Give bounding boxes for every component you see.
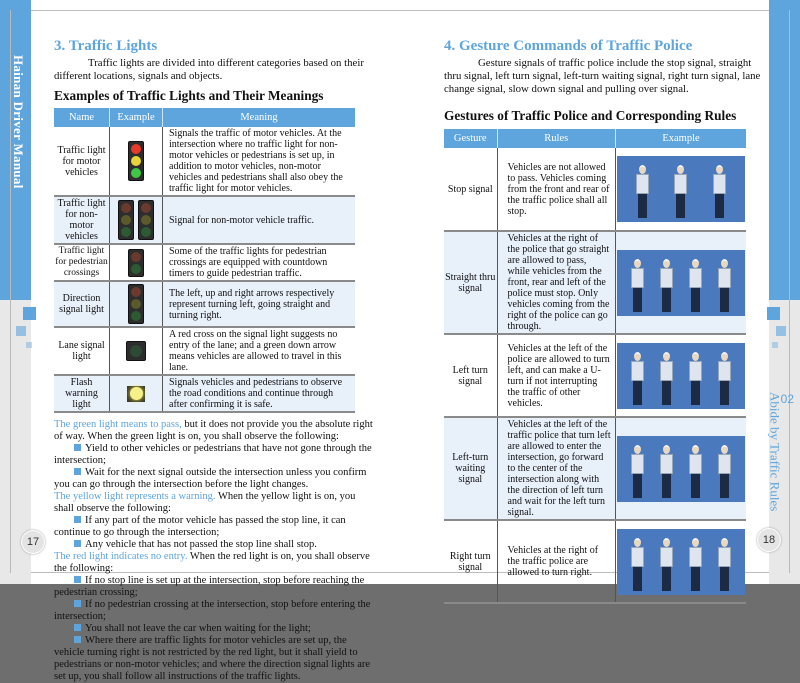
section-title: 4. Gesture Commands of Traffic Police xyxy=(444,38,693,54)
bullet-text: Wait for the next signal outside the intersection unless you confirm you can go through the intersection before the light changes. xyxy=(54,467,367,490)
bicycle-traffic-lights-icon xyxy=(111,200,161,240)
light-name: Traffic light for pedestrian crossings xyxy=(54,244,110,281)
bullet-item xyxy=(54,467,374,491)
light-meaning: Signals vehicles and pedestrians to observe the road conditions and continue through after confirming it is safe. xyxy=(163,375,356,412)
police-right-turn-gesture-illustration xyxy=(617,529,745,595)
column-header: Rules xyxy=(497,129,615,148)
three-lamp-traffic-light-icon xyxy=(128,141,144,181)
yellow-light-text: When the yellow light is on, you shall observe the following: xyxy=(54,491,356,514)
police-stop-gesture-illustration xyxy=(617,156,745,222)
chapter-number: 02 xyxy=(780,392,794,406)
light-name: Direction signal light xyxy=(54,281,110,327)
gesture-example xyxy=(616,417,747,520)
bullet-square-icon xyxy=(74,540,81,547)
table-row xyxy=(54,244,355,281)
police-left-turn-waiting-gesture-illustration xyxy=(617,436,745,502)
bullet-square-icon xyxy=(74,444,81,451)
gesture-rule: Vehicles at the right of the police that go straight are allowed to pass, while vehicles from the front, rear and left of the police must stop. Only vehicles coming from the right of the police can go through. xyxy=(497,231,615,334)
gesture-name: Stop signal xyxy=(444,148,497,231)
light-example xyxy=(110,196,163,244)
bullet-text: If no stop line is set up at the intersection, stop before reaching the pedestrian crossing; xyxy=(54,575,365,598)
gesture-example xyxy=(616,334,747,417)
green-light-text: but it does not provide you the absolute right of way. When the green light is on, you shall observe the following: xyxy=(54,419,373,442)
table-row xyxy=(444,231,746,334)
light-meaning: Some of the traffic lights for pedestrian crossings are equipped with countdown timers to guide pedestrian traffic. xyxy=(163,244,356,281)
gesture-name: Right turn signal xyxy=(444,520,497,603)
column-header: Example xyxy=(110,108,163,127)
light-name: Traffic light for motor vehicles xyxy=(54,127,110,196)
red-light-highlight: The red light indicates no entry. xyxy=(54,551,188,562)
police-gestures-table xyxy=(444,129,746,604)
table-row xyxy=(444,334,746,417)
bullet-item xyxy=(54,635,374,683)
light-name: Flash warning light xyxy=(54,375,110,412)
light-meaning: Signal for non-motor vehicle traffic. xyxy=(163,196,356,244)
bullet-square-icon xyxy=(74,468,81,475)
chapter-title: Abide by Traffic Rules xyxy=(767,392,783,512)
bullet-item xyxy=(54,539,374,551)
bullet-text: If no pedestrian crossing at the intersection, stop before entering the intersection; xyxy=(54,599,371,622)
yellow-light-paragraph xyxy=(54,491,374,515)
yellow-light-highlight: The yellow light represents a warning. xyxy=(54,491,216,502)
gesture-example xyxy=(616,231,747,334)
gesture-rule: Vehicles are not allowed to pass. Vehicles coming from the front and rear of the traffic police shall all stop. xyxy=(497,148,615,231)
page-number: 17 xyxy=(21,530,45,554)
light-example xyxy=(110,244,163,281)
decorative-square xyxy=(767,307,780,320)
lane-signal-light-icon xyxy=(126,341,146,361)
police-straight-gesture-illustration xyxy=(617,250,745,316)
table-row xyxy=(54,127,355,196)
decorative-square xyxy=(23,307,36,320)
gesture-rule: Vehicles at the right of the traffic police are allowed to turn right. xyxy=(497,520,615,603)
column-header: Name xyxy=(54,108,110,127)
column-header: Example xyxy=(616,129,747,148)
bullet-item xyxy=(54,443,374,467)
light-example xyxy=(110,327,163,375)
gesture-example xyxy=(616,148,747,231)
light-name: Lane signal light xyxy=(54,327,110,375)
light-meaning: A red cross on the signal light suggests no entry of the lane; and a green down arrow means vehicles are allowed to travel in this lane. xyxy=(163,327,356,375)
table-row xyxy=(54,196,355,244)
gesture-name: Left turn signal xyxy=(444,334,497,417)
decorative-square xyxy=(772,342,778,348)
gesture-example xyxy=(616,520,747,603)
bullet-item xyxy=(54,575,374,599)
gesture-name: Left-turn waiting signal xyxy=(444,417,497,520)
table-row xyxy=(444,520,746,603)
red-light-paragraph xyxy=(54,551,374,575)
chapter-label xyxy=(767,392,794,512)
bullet-square-icon xyxy=(74,576,81,583)
bullet-square-icon xyxy=(74,516,81,523)
gesture-rule: Vehicles at the left of the police are allowed to turn left, and can make a U-turn if not interrupting the traffic of other vehicles. xyxy=(497,334,615,417)
page-left xyxy=(0,0,400,682)
decorative-square xyxy=(776,326,786,336)
bullet-text: You shall not leave the car when waiting for the light; xyxy=(85,623,311,634)
decorative-square xyxy=(26,342,32,348)
green-light-highlight: The green light means to pass, xyxy=(54,419,182,430)
flash-warning-light-icon xyxy=(127,386,145,402)
section-intro: Gesture signals of traffic police include the stop signal, straight thru signal, left turn signal, left-turn waiting signal, right turn signal, lane change signal, slow down signal and pulling over signal. xyxy=(444,57,761,95)
red-light-text: When the red light is on, you shall observe the following: xyxy=(54,551,370,574)
light-meaning: Signals the traffic of motor vehicles. At the intersection where no traffic light for non-motor vehicles or pedestrians is set up, in addition to motor vehicles, non-motor vehicles and pedestrians shall also obey the traffic light for motor vehicles. xyxy=(163,127,356,196)
page-right xyxy=(400,0,800,584)
bullet-square-icon xyxy=(74,600,81,607)
green-light-paragraph xyxy=(54,419,374,443)
column-header: Meaning xyxy=(163,108,356,127)
traffic-lights-table xyxy=(54,108,355,413)
bullet-text: If any part of the motor vehicle has passed the stop line, it can continue to go through the intersection; xyxy=(54,515,346,538)
table-title: Examples of Traffic Lights and Their Meanings xyxy=(54,88,324,103)
bullet-text: Yield to other vehicles or pedestrians that have not gone through the intersection; xyxy=(54,443,372,466)
section-intro: Traffic lights are divided into different categories based on their different locations, signals and objects. xyxy=(54,57,364,82)
police-left-turn-gesture-illustration xyxy=(617,343,745,409)
side-band-accent xyxy=(769,0,800,300)
table-row xyxy=(444,417,746,520)
bullet-text: Any vehicle that has not passed the stop line shall stop. xyxy=(85,539,317,550)
table-row xyxy=(54,281,355,327)
bullet-item xyxy=(54,623,374,635)
light-example xyxy=(110,127,163,196)
column-header: Gesture xyxy=(444,129,497,148)
light-rules xyxy=(54,419,374,683)
pedestrian-traffic-light-icon xyxy=(128,249,144,277)
page-number: 18 xyxy=(757,528,781,552)
gesture-rule: Vehicles at the left of the traffic police that turn left are allowed to enter the intersection, go forward to the center of the intersection along with the direction of left turn and wait for the left turn signal. xyxy=(497,417,615,520)
bullet-item xyxy=(54,599,374,623)
decorative-square xyxy=(16,326,26,336)
light-example xyxy=(110,281,163,327)
table-row xyxy=(444,148,746,231)
light-meaning: The left, up and right arrows respectively represent turning left, going straight and turning right. xyxy=(163,281,356,327)
table-title: Gestures of Traffic Police and Corresponding Rules xyxy=(444,108,737,123)
bullet-text: Where there are traffic lights for motor vehicles are set up, the vehicle turning right is not restricted by the red light, but it shall yield to pedestrians or non-motor vehicles; and where the direction signal lights are set up, you shall follow all instructions of the traffic lights. xyxy=(54,635,371,682)
bullet-item xyxy=(54,515,374,539)
book-title-label: Hainan Driver Manual xyxy=(11,55,26,189)
bullet-square-icon xyxy=(74,636,81,643)
arrow-traffic-light-icon xyxy=(128,284,144,324)
gesture-name: Straight thru signal xyxy=(444,231,497,334)
section-title: 3. Traffic Lights xyxy=(54,38,158,54)
light-name: Traffic light for non-motor vehicles xyxy=(54,196,110,244)
bullet-square-icon xyxy=(74,624,81,631)
table-row xyxy=(54,375,355,412)
light-example xyxy=(110,375,163,412)
table-row xyxy=(54,327,355,375)
